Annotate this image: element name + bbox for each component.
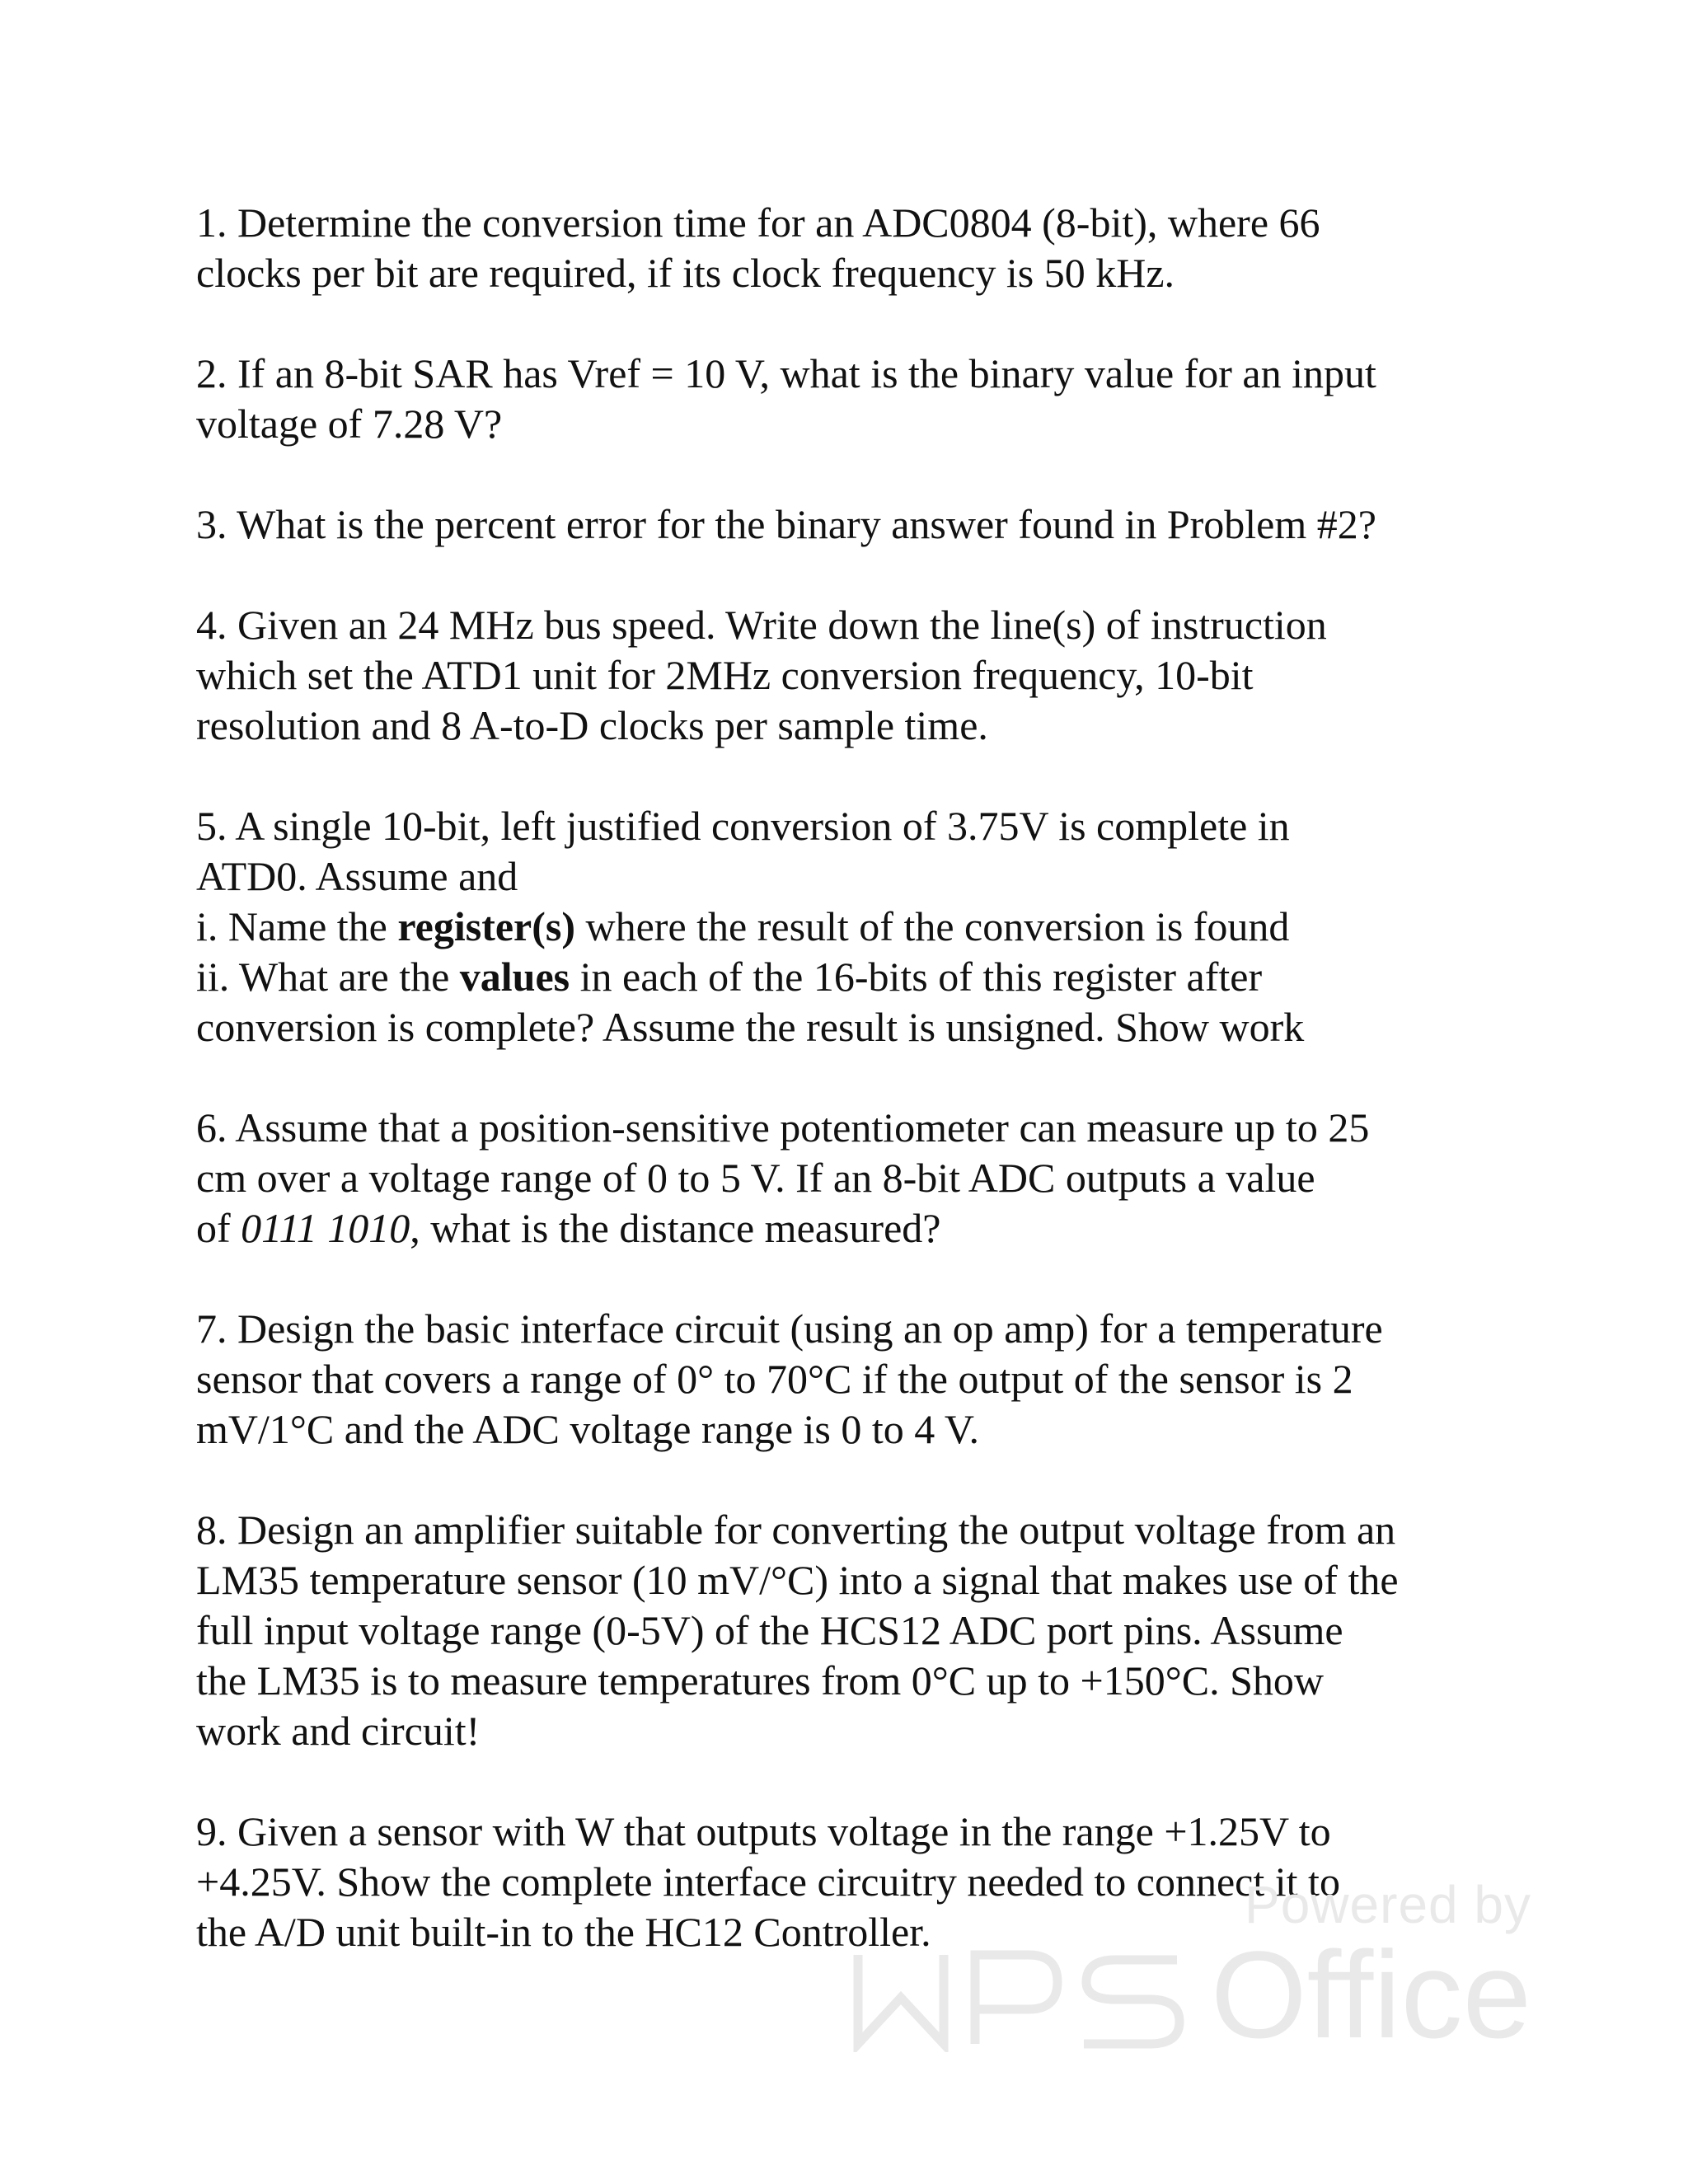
text-segment: work and circuit! [196, 1708, 481, 1754]
text-segment: ii. What are the [196, 954, 460, 1000]
text-segment: 8. Design an amplifier suitable for converting the output voltage from an [196, 1507, 1396, 1553]
problem-line [196, 851, 1498, 902]
text-segment: the LM35 is to measure temperatures from 0°C up to +150°C. Show [196, 1657, 1324, 1704]
problem-line [196, 1002, 1498, 1052]
problem-7 [196, 1304, 1498, 1455]
text-segment: 1. Determine the conversion time for an ADC0804 (8-bit), where 66 [196, 199, 1320, 246]
text-segment: which set the ATD1 unit for 2MHz conversion frequency, 10-bit [196, 652, 1254, 698]
text-segment: +4.25V. Show the complete interface circuitry needed to connect it to [196, 1858, 1340, 1905]
problem-line [196, 1605, 1498, 1656]
problem-line [196, 1857, 1498, 1907]
problem-line [196, 499, 1498, 550]
problem-2 [196, 349, 1498, 449]
problem-line [196, 198, 1498, 248]
problem-line [196, 801, 1498, 851]
problem-line [196, 1304, 1498, 1354]
text-segment: clocks per bit are required, if its clock frequency is 50 kHz. [196, 250, 1175, 296]
problem-line [196, 349, 1498, 399]
text-segment: ATD0. Assume and [196, 853, 518, 899]
text-segment: in each of the 16-bits of this register after [570, 954, 1263, 1000]
text-segment: LM35 temperature sensor (10 mV/°C) into a signal that makes use of the [196, 1557, 1399, 1603]
text-segment: cm over a voltage range of 0 to 5 V. If an 8-bit ADC outputs a value [196, 1155, 1315, 1201]
problem-6 [196, 1103, 1498, 1254]
problem-line [196, 1907, 1498, 1957]
text-segment: voltage of 7.28 V? [196, 401, 503, 447]
watermark-office: Office [1210, 1925, 1531, 2064]
italic-text: 0111 1010 [241, 1205, 410, 1251]
problem-3 [196, 499, 1498, 550]
problem-line [196, 1656, 1498, 1706]
text-segment: of [196, 1205, 241, 1251]
problem-line [196, 1354, 1498, 1404]
text-segment: , what is the distance measured? [410, 1205, 941, 1251]
problem-line [196, 952, 1498, 1002]
bold-text: values [459, 954, 570, 1000]
problem-8 [196, 1505, 1498, 1756]
problem-line [196, 1555, 1498, 1605]
problem-line [196, 248, 1498, 298]
problem-line [196, 1706, 1498, 1756]
problem-line [196, 902, 1498, 952]
problem-4 [196, 600, 1498, 751]
text-segment: i. Name the [196, 903, 398, 949]
problem-list [196, 198, 1498, 2008]
text-segment: 7. Design the basic interface circuit (using an op amp) for a temperature [196, 1305, 1383, 1352]
problem-5 [196, 801, 1498, 1052]
problem-line [196, 600, 1498, 650]
text-segment: conversion is complete? Assume the result is unsigned. Show work [196, 1004, 1305, 1050]
text-segment: full input voltage range (0-5V) of the HCS12 ADC port pins. Assume [196, 1607, 1343, 1653]
text-segment: 2. If an 8-bit SAR has Vref = 10 V, what is the binary value for an input [196, 350, 1376, 396]
text-segment: mV/1°C and the ADC voltage range is 0 to 4 V. [196, 1406, 980, 1452]
problem-line [196, 1103, 1498, 1153]
text-segment: where the result of the conversion is found [575, 903, 1290, 949]
text-segment: resolution and 8 A-to-D clocks per sample time. [196, 702, 988, 748]
text-segment: the A/D unit built-in to the HC12 Controller. [196, 1909, 931, 1955]
text-segment: 5. A single 10-bit, left justified conversion of 3.75V is complete in [196, 803, 1290, 849]
problem-line [196, 1505, 1498, 1555]
problem-line [196, 1203, 1498, 1254]
text-segment: 9. Given a sensor with W that outputs voltage in the range +1.25V to [196, 1808, 1331, 1854]
problem-line [196, 1153, 1498, 1203]
problem-line [196, 1404, 1498, 1455]
text-segment: 3. What is the percent error for the binary answer found in Problem #2? [196, 501, 1376, 547]
text-segment: 4. Given an 24 MHz bus speed. Write down the line(s) of instruction [196, 602, 1327, 648]
problem-line [196, 399, 1498, 449]
problem-line [196, 650, 1498, 701]
problem-line [196, 1807, 1498, 1857]
problem-9 [196, 1807, 1498, 1957]
watermark-powered-by: Powered by [1245, 1875, 1531, 1934]
text-segment: 6. Assume that a position-sensitive potentiometer can measure up to 25 [196, 1104, 1370, 1151]
problem-line [196, 701, 1498, 751]
text-segment: sensor that covers a range of 0° to 70°C if the output of the sensor is 2 [196, 1356, 1353, 1402]
problem-1 [196, 198, 1498, 298]
bold-text: register(s) [397, 903, 575, 949]
